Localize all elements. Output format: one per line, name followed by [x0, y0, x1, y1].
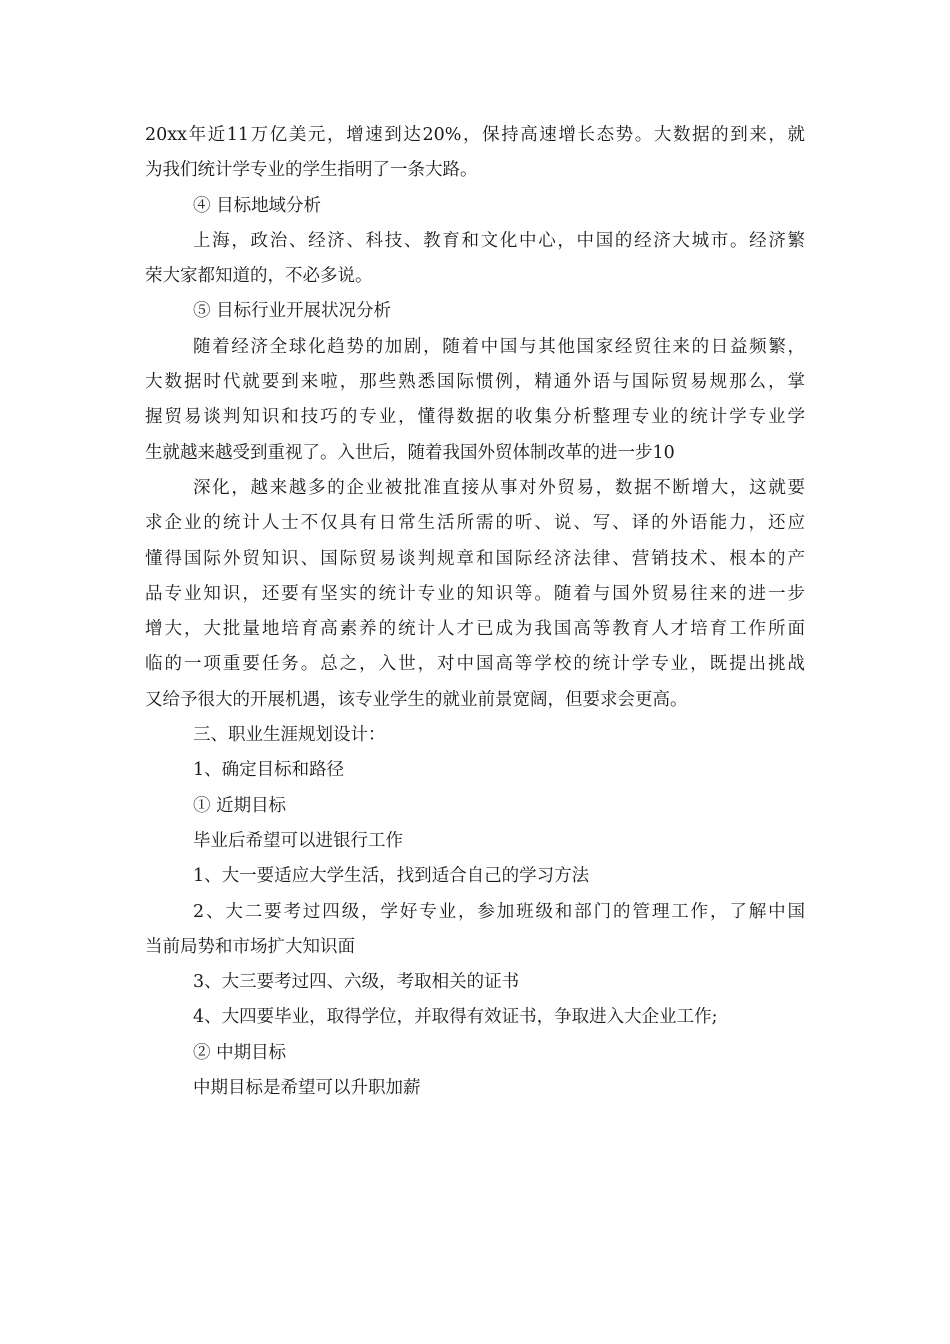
paragraph-line: 生就越来越受到重视了。入世后，随着我国外贸体制改革的进一步10 — [145, 442, 675, 463]
paragraph-line: 20xx年近11万亿美元，增速到达20%，保持高速增长态势。大数据的到来，就 — [145, 125, 805, 145]
paragraph-line: 握贸易谈判知识和技巧的专业，懂得数据的收集分析整理专业的统计学专业学 — [145, 407, 805, 428]
list-item: 3、大三要考过四、六级，考取相关的证书 — [193, 972, 520, 993]
paragraph-line: 品专业知识，还要有坚实的统计专业的知识等。随着与国外贸易往来的进一步 — [145, 583, 805, 604]
paragraph-line: 又给予很大的开展机遇，该专业学生的就业前景宽阔，但要求会更高。 — [145, 689, 688, 710]
section-heading: ① 近期目标 — [193, 795, 287, 816]
paragraph-line: 大数据时代就要到来啦，那些熟悉国际惯例，精通外语与国际贸易规那么，掌 — [145, 372, 805, 393]
list-item: 4、大四要毕业，取得学位，并取得有效证书，争取进入大企业工作; — [193, 1007, 718, 1028]
list-item: 1、大一要适应大学生活，找到适合自己的学习方法 — [193, 866, 590, 887]
list-item: 2、大二要考过四级，学好专业，参加班级和部门的管理工作，了解中国 — [193, 901, 805, 922]
section-heading: 1、确定目标和路径 — [193, 760, 345, 781]
section-heading: 三、职业生涯规划设计： — [193, 725, 386, 746]
paragraph-line: 深化，越来越多的企业被批准直接从事对外贸易，数据不断增大，这就要 — [193, 477, 805, 498]
paragraph-line: 求企业的统计人士不仅具有日常生活所需的听、说、写、译的外语能力，还应 — [145, 513, 805, 534]
paragraph-line: 荣大家都知道的，不必多说。 — [145, 266, 373, 287]
section-heading: ② 中期目标 — [193, 1042, 287, 1063]
paragraph-line: 当前局势和市场扩大知识面 — [145, 936, 355, 957]
paragraph-line: 随着经济全球化趋势的加剧，随着中国与其他国家经贸往来的日益频繁， — [193, 336, 805, 357]
paragraph-line: 为我们统计学专业的学生指明了一条大路。 — [145, 160, 478, 181]
paragraph-line: 上海，政治、经济、科技、教育和文化中心，中国的经济大城市。经济繁 — [193, 230, 805, 251]
paragraph-line: 增大，大批量地培育高素养的统计人才已成为我国高等教育人才培育工作所面 — [145, 619, 805, 640]
paragraph-line: 毕业后希望可以进银行工作 — [193, 830, 403, 851]
document-body — [145, 118, 805, 1106]
paragraph-line: 中期目标是希望可以升职加薪 — [193, 1078, 421, 1099]
paragraph-line: 临的一项重要任务。总之，入世，对中国高等学校的统计学专业，既提出挑战 — [145, 654, 805, 675]
section-heading: ④ 目标地域分析 — [193, 195, 322, 216]
paragraph-line: 懂得国际外贸知识、国际贸易谈判规章和国际经济法律、营销技术、根本的产 — [145, 548, 805, 569]
section-heading: ⑤ 目标行业开展状况分析 — [193, 301, 392, 322]
